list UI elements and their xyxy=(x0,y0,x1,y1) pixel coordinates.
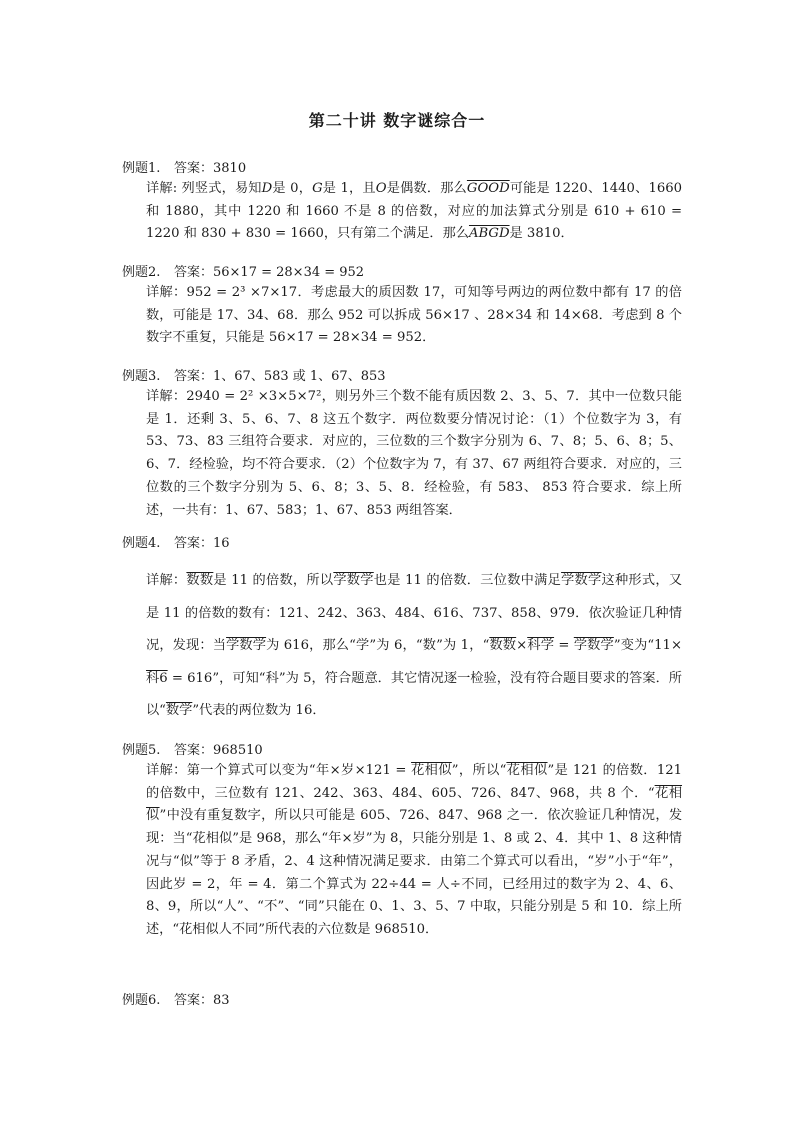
detail-text: ”中没有重复数字，所以只可能是 605、726、847、968 之一．依次验证几种情况，发现：当“花相似”是 968，那么“年×岁”为 8，只能分别是 1、8 或 2、4．其中 1、8 这种情况与“似”等于 8 矛盾，2、4 这种情况满足要求．由第二个算式可以看出，“岁”小于“年”，因此岁 = 2，年 = 4．第二个算式为 22÷44 = 人÷不同，已经用过的数字为 2、4、6、8、9，所以“人”、“不”、“同”只能在 0、1、3、5、7 中取，只能分别是 5 和 10．综上所述，“花相似人不同”所代表的六位数是 968510． xyxy=(146,808,683,937)
overlined-number: 科学 xyxy=(527,638,555,653)
overlined-number: 数学 xyxy=(165,703,193,718)
example-5 xyxy=(122,742,682,942)
example-label: 例题3. xyxy=(122,369,161,384)
example-label: 例题6. xyxy=(122,993,161,1008)
variable: O xyxy=(375,181,387,196)
detail-text: ”变为“11× xyxy=(613,638,682,653)
example-detail xyxy=(146,760,682,942)
detail-text: ”是 121 的倍数．121 的倍数中，三位数有 121、242、363、484、605、726、847、968，共 8 个．“ xyxy=(146,763,683,801)
page-title: 第二十讲 数字谜综合一 xyxy=(308,111,486,130)
overlined-number: 花相似 xyxy=(506,763,548,778)
example-2 xyxy=(122,264,682,350)
example-3 xyxy=(122,368,682,522)
detail-text: 是 11 的倍数，所以 xyxy=(213,573,334,588)
example-detail xyxy=(146,282,682,350)
example-detail xyxy=(146,386,682,522)
example-6 xyxy=(122,992,682,1010)
detail-text: 是 0， xyxy=(272,181,313,196)
overlined-number: 花相似 xyxy=(146,785,683,824)
detail-paragraph xyxy=(146,386,682,522)
overlined-number: ABGD xyxy=(468,226,510,242)
overlined-number: 数数 xyxy=(489,638,517,653)
example-label: 例题1. xyxy=(122,161,161,176)
detail-text: ”代表的两位数为 16． xyxy=(192,703,326,718)
detail-text: × xyxy=(516,638,528,653)
detail-text: 这种形式，又是 11 的倍数的数有：121、242、363、484、616、737、858、979．依次验证几种情况，发现：当 xyxy=(146,573,683,653)
example-answer: 答案：968510 xyxy=(174,743,263,758)
overlined-number: 学数学 xyxy=(333,573,374,588)
detail-text: 可能是 1220、1440、1660 和 1880，其中 1220 和 1660 不是 8 的倍数，对应的加法算式分别是 610 + 610 = 1220 和 830 + 830 = 1660，只有第二个满足．那么 xyxy=(146,181,683,242)
overlined-number: 学数学 xyxy=(226,638,267,653)
detail-text: 详解：2940 = 2² ×3×5×7²，则另外三个数不能有质因数 2、3、5、7．其中一位数只能是 1．还剩 3、5、6、7、8 这五个数字．两位数要分情况讨论：（1）个位数字为 3，有 53、73、83 三组符合要求．对应的，三位数的三个数字分别为 6、7、8；5、6、8；5、6、7．经检验，均不符合要求．（2）个位数字为 7，有 37、67 两组符合要求．对应的，三位数的三个数字分别为 5、6、8；3、5、8．经检验，有 583、 853 符合要求．综上所述，一共有：1、67、583；1、67、853 两组答案． xyxy=(146,389,682,518)
example-answer: 答案：83 xyxy=(174,993,230,1008)
detail-text: 详解：第一个算式可以变为“年×岁×121 = xyxy=(146,763,412,778)
example-answer: 答案：1、67、583 或 1、67、853 xyxy=(174,369,386,384)
detail-text: 详解： xyxy=(146,573,187,588)
overlined-number: 花相似 xyxy=(411,763,452,778)
detail-paragraph xyxy=(146,565,682,728)
variable: G xyxy=(312,181,323,196)
example-4 xyxy=(122,535,682,728)
example-answer: 答案：56×17 = 28×34 = 952 xyxy=(174,265,365,280)
example-answer: 答案：3810 xyxy=(174,161,247,176)
detail-text: 也是 11 的倍数．三位数中满足 xyxy=(373,573,562,588)
detail-text: 详解：952 = 2³ ×7×17．考虑最大的质因数 17，可知等号两边的两位数中都有 17 的倍数，可能是 17、34、68．那么 952 可以拆成 56×17 、28×34 和 14×68．考虑到 8 个数字不重复，只能是 56×17 = 28×34 = 952． xyxy=(146,285,682,346)
detail-text: ”，所以“ xyxy=(451,763,507,778)
detail-text: = xyxy=(554,638,574,653)
example-label: 例题2. xyxy=(122,265,161,280)
overlined-number: 学数学 xyxy=(561,573,602,588)
variable: D xyxy=(261,181,273,196)
detail-text: 详解: 列竖式，易知 xyxy=(146,181,262,196)
detail-paragraph xyxy=(146,178,682,246)
detail-text: = 616”，可知“科”为 5，符合题意．其它情况逐一检验，没有符合题目要求的答案．所以“ xyxy=(146,670,682,718)
overlined-number: 数数 xyxy=(186,573,214,588)
detail-paragraph xyxy=(146,760,682,942)
overlined-number: GOOD xyxy=(466,181,510,196)
example-answer: 答案：16 xyxy=(174,536,230,551)
example-1 xyxy=(122,160,682,246)
detail-paragraph xyxy=(146,282,682,350)
example-detail xyxy=(146,178,682,246)
overlined-number: 学数学 xyxy=(573,638,614,653)
example-label: 例题5. xyxy=(122,743,161,758)
detail-text: 是 3810． xyxy=(509,226,574,242)
detail-text: 是 1，且 xyxy=(322,181,376,196)
detail-text: 为 616，那么“学”为 6，“数”为 1，“ xyxy=(266,638,490,653)
detail-text: 是偶数．那么 xyxy=(386,181,467,196)
example-detail xyxy=(146,565,682,728)
overlined-number: 科6 xyxy=(146,670,168,686)
example-label: 例题4. xyxy=(122,536,161,551)
